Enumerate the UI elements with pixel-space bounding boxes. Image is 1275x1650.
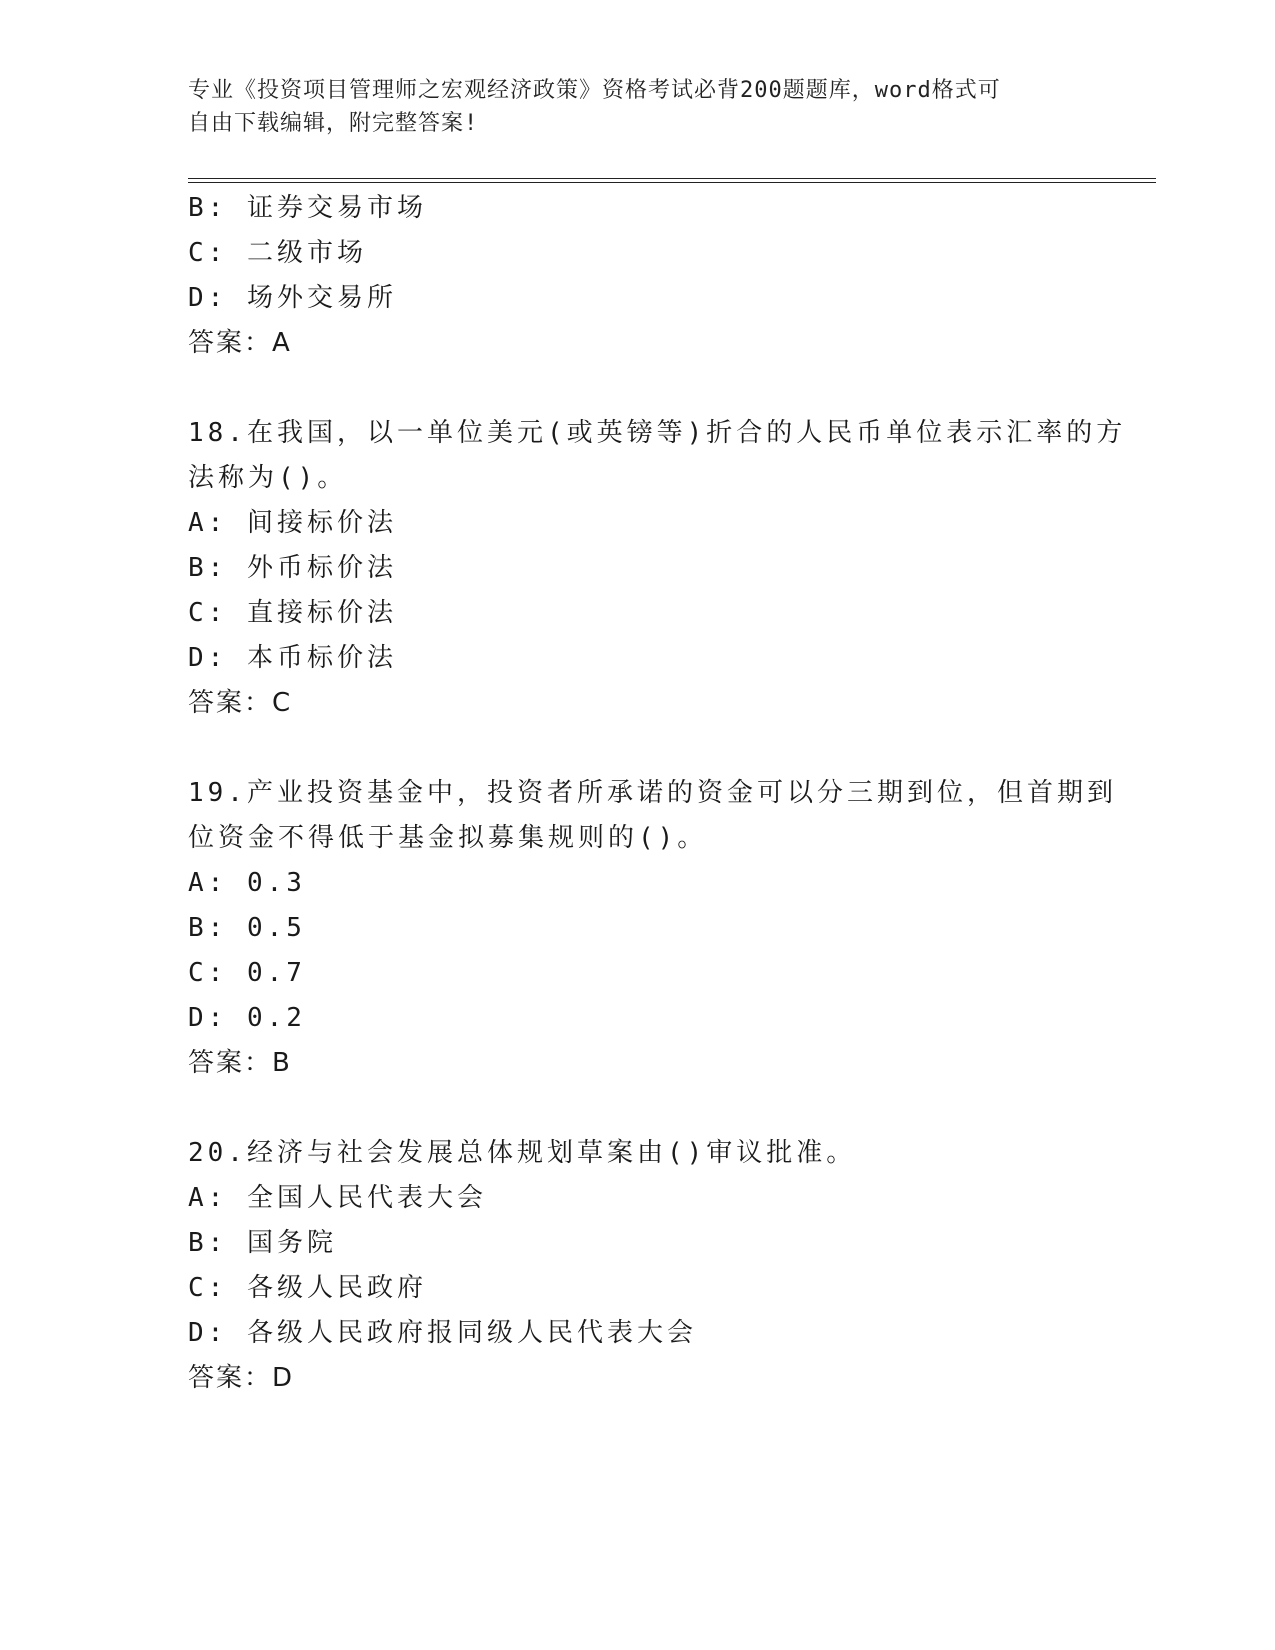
q17-option-d: D: 场外交易所 (188, 283, 397, 313)
header-line-1: 专业《投资项目管理师之宏观经济政策》资格考试必背200题题库，word格式可 (188, 78, 1001, 103)
q17-option-b: B: 证券交易市场 (188, 193, 427, 223)
q20-option-a: A: 全国人民代表大会 (188, 1183, 487, 1213)
q19-stem-line-2: 位资金不得低于基金拟募集规则的()。 (188, 823, 708, 853)
q19-option-b: B: 0.5 (188, 913, 306, 943)
q20-stem-line-1: 20.经济与社会发展总体规划草案由()审议批准。 (188, 1138, 857, 1168)
q18-option-a: A: 间接标价法 (188, 508, 397, 538)
q18-option-b: B: 外币标价法 (188, 553, 397, 583)
q19-answer: 答案：B (188, 1048, 292, 1078)
q19-option-a: A: 0.3 (188, 868, 306, 898)
q19-option-d: D: 0.2 (188, 1003, 306, 1033)
q20-option-d: D: 各级人民政府报同级人民代表大会 (188, 1318, 697, 1348)
q20-option-c: C: 各级人民政府 (188, 1273, 427, 1303)
q19-option-c: C: 0.7 (188, 958, 306, 988)
header-rule-bottom (188, 182, 1156, 183)
q18-option-c: C: 直接标价法 (188, 598, 397, 628)
q18-stem-line-2: 法称为()。 (188, 463, 348, 493)
q18-answer: 答案：C (188, 688, 293, 718)
q19-stem-line-1: 19.产业投资基金中，投资者所承诺的资金可以分三期到位，但首期到 (188, 778, 1117, 808)
header-line-2: 自由下载编辑，附完整答案! (188, 111, 479, 136)
q20-option-b: B: 国务院 (188, 1228, 337, 1258)
header-rule-top (188, 178, 1156, 179)
q20-answer: 答案：D (188, 1363, 295, 1393)
q17-option-c: C: 二级市场 (188, 238, 367, 268)
q18-stem-line-1: 18.在我国，以一单位美元(或英镑等)折合的人民币单位表示汇率的方 (188, 418, 1127, 448)
document-header (188, 74, 1088, 140)
q17-answer: 答案：A (188, 328, 292, 358)
q18-option-d: D: 本币标价法 (188, 643, 397, 673)
